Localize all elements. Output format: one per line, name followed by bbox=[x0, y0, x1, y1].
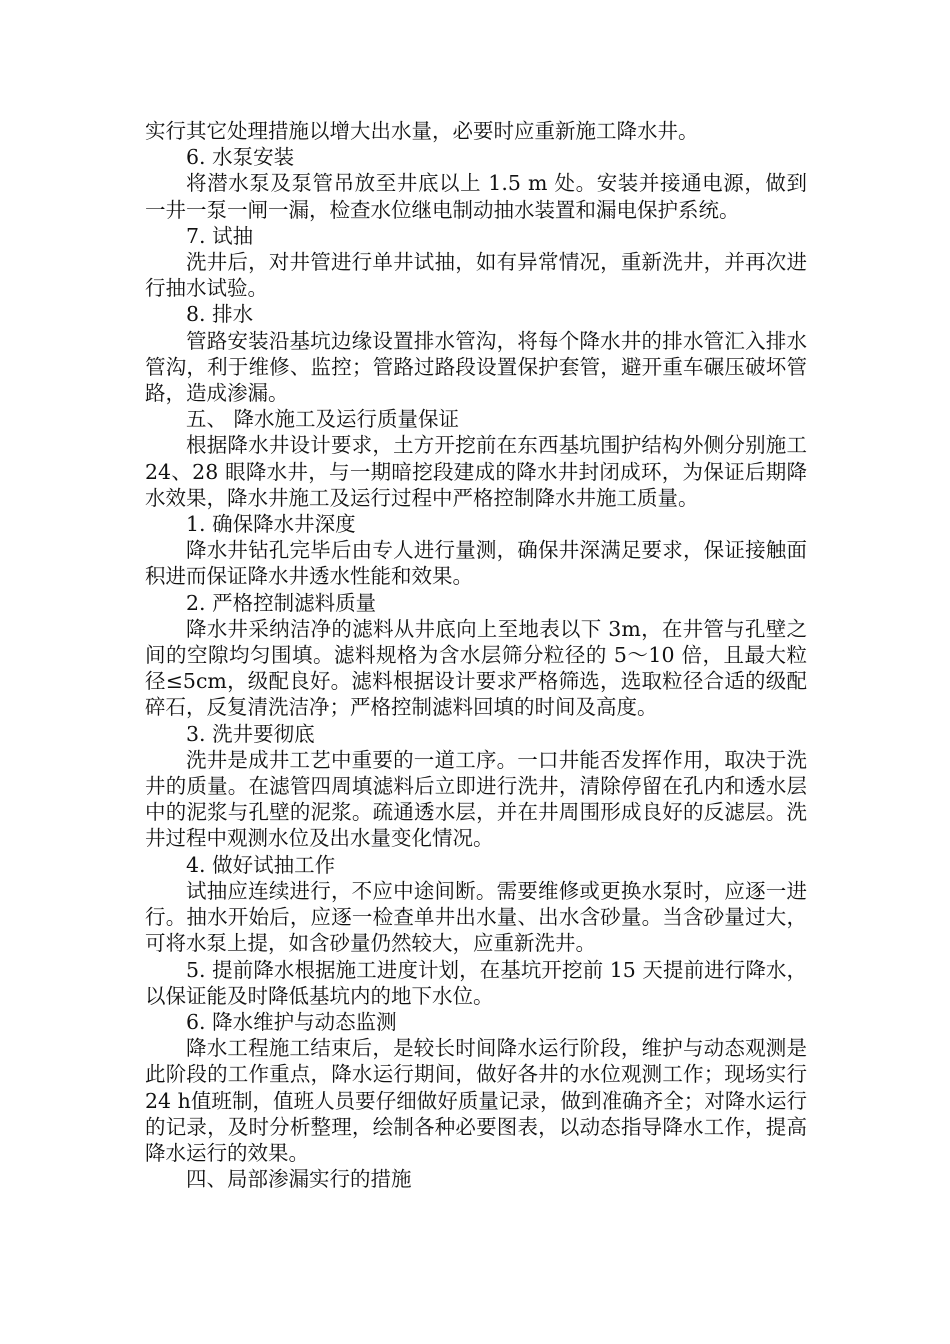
paragraph-trial-work: 试抽应连续进行，不应中途间断。需要维修或更换水泵时，应逐一进行。抽水开始后，应逐一检查单井出水量、出水含砂量。当含砂量过大，可将水泵上提，如含砂量仍然较大，应重新洗井。 bbox=[145, 878, 807, 956]
paragraph-advance-dewatering: 5. 提前降水根据施工进度计划，在基坑开挖前 15 天提前进行降水，以保证能及时降低基坑内的地下水位。 bbox=[145, 957, 807, 1008]
section-heading-trial-pumping: 7. 试抽 bbox=[186, 223, 254, 248]
paragraph-well-depth: 降水井钻孔完毕后由专人进行量测，确保井深满足要求，保证接触面积进而保证降水井透水性能和效果。 bbox=[145, 538, 807, 589]
chapter-heading-leakage-measures: 四、局部渗漏实行的措施 bbox=[186, 1167, 412, 1192]
paragraph-drainage: 管路安装沿基坑边缘设置排水管沟，将每个降水井的排水管汇入排水管沟，利于维修、监控；管路过路段设置保护套管，避开重车碾压破坏管路，造成渗漏。 bbox=[145, 328, 807, 406]
paragraph-filter-quality: 降水井采纳洁净的滤料从井底向上至地表以下 3m，在井管与孔壁之间的空隙均匀围填。滤料规格为含水层筛分粒径的 5～10 倍，且最大粒径≤5cm，级配良好。滤料根据设计要求严格筛选，选取粒径合适的级配碎石，反复清洗洁净；严格控制滤料回填的时间及高度。 bbox=[145, 616, 807, 720]
section-heading-maintenance-monitoring: 6. 降水维护与动态监测 bbox=[186, 1009, 397, 1034]
paragraph-quality-assurance: 根据降水井设计要求，土方开挖前在东西基坑围护结构外侧分别施工 24、28 眼降水井，与一期暗挖段建成的降水井封闭成环，为保证后期降水效果，降水井施工及运行过程中严格控制降水井施工质量。 bbox=[145, 433, 807, 510]
section-heading-well-washing: 3. 洗井要彻底 bbox=[186, 721, 315, 746]
section-heading-pump-install: 6. 水泵安装 bbox=[186, 145, 295, 170]
paragraph-trial-pumping: 洗井后，对井管进行单井试抽，如有异常情况，重新洗井，并再次进行抽水试验。 bbox=[145, 250, 807, 301]
document-page bbox=[145, 118, 807, 1192]
chapter-heading-quality-assurance: 五、 降水施工及运行质量保证 bbox=[186, 407, 460, 432]
paragraph-continuation: 实行其它处理措施以增大出水量，必要时应重新施工降水井。 bbox=[145, 119, 699, 143]
paragraph-maintenance-monitoring: 降水工程施工结束后，是较长时间降水运行阶段，维护与动态观测是此阶段的工作重点，降水运行期间，做好各井的水位观测工作；现场实行 24 h值班制，值班人员要仔细做好质量记录，做到准确齐全；对降水运行的记录，及时分析整理，绘制各种必要图表，以动态指导降水工作，提高降水运行的效果。 bbox=[145, 1036, 807, 1165]
section-heading-well-depth: 1. 确保降水井深度 bbox=[186, 512, 356, 537]
paragraph-pump-install: 将潜水泵及泵管吊放至井底以上 1.5 m 处。安装并接通电源，做到一井一泵一闸一漏，检查水位继电制动抽水装置和漏电保护系统。 bbox=[145, 171, 807, 222]
paragraph-well-washing: 洗井是成井工艺中重要的一道工序。一口井能否发挥作用，取决于洗井的质量。在滤管四周填滤料后立即进行洗井，清除停留在孔内和透水层中的泥浆与孔壁的泥浆。疏通透水层，并在井周围形成良好的反滤层。洗井过程中观测水位及出水量变化情况。 bbox=[145, 747, 807, 851]
section-heading-trial-work: 4. 做好试抽工作 bbox=[186, 852, 336, 877]
section-heading-drainage: 8. 排水 bbox=[186, 302, 254, 327]
section-heading-filter-quality: 2. 严格控制滤料质量 bbox=[186, 590, 377, 615]
